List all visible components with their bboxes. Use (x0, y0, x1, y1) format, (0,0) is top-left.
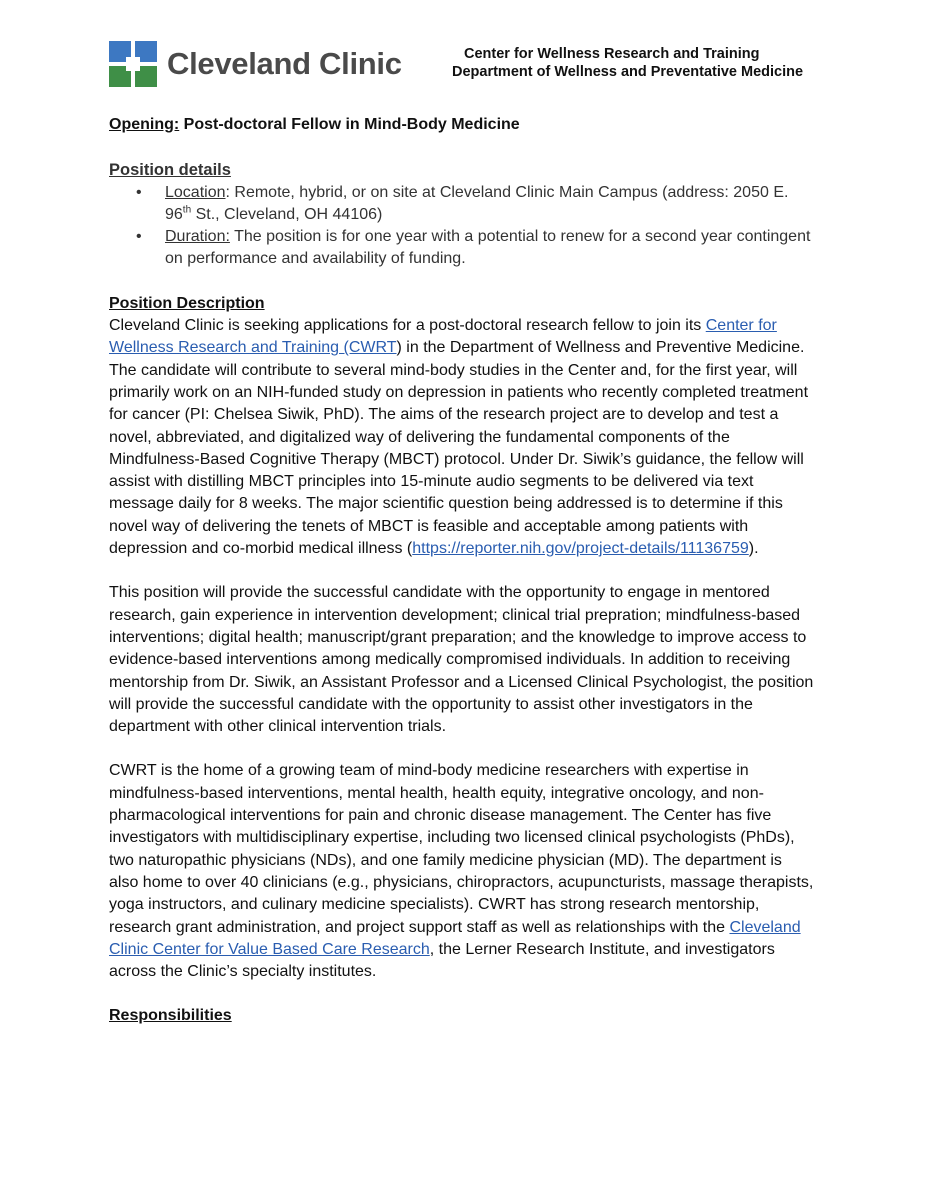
description-paragraph-3: CWRT is the home of a growing team of mind-body medicine researchers with expertise in mindfulness-based interventions, mental health, health equity, integrative oncology, and non-pharmacological interventions for pain and chronic disease management. The Center has five investigators with multidisciplinary expertise, including two licensed clinical psychologists (PhDs), two naturopathic physicians (NDs), and one family medicine physician (MD). The department is also home to over 40 clinicians (e.g., physicians, chiropractors, acupuncturists, massage therapists, yoga instructors, and culinary medicine specialists). CWRT has strong research mentorship, research grant administration, and project support staff as well as relationships with the Cleveland Clinic Center for Value Based Care Research, the Lerner Research Institute, and investigators across the Clinic’s specialty institutes. (109, 762, 814, 981)
duration-label: Duration: (165, 228, 230, 246)
value-based-care-research-link[interactable]: Cleveland Clinic Center for Value Based Care Research (109, 918, 801, 958)
logo-text: Cleveland Clinic (167, 46, 402, 81)
detail-location: • Location: Remote, hybrid, or on site at Cleveland Clinic Main Campus (address: 2050 E. 96th St., Cleveland, OH 44106) (165, 182, 814, 227)
position-description-heading: Position Description (109, 294, 265, 312)
department-name: Department of Wellness and Preventative Medicine (452, 64, 804, 80)
location-text: Remote, hybrid, or on site at Cleveland Clinic Main Campus (address: 2050 E. 96 (165, 183, 789, 223)
cleveland-clinic-logo (109, 41, 402, 87)
description-paragraph-2: This position will provide the successful candidate with the opportunity to engage in mentored research, gain experience in intervention development; clinical trial prepration; mindfulness-based interventions; digital health; manuscript/grant preparation; and the knowledge to improve access to evidence-based interventions among medically compromised individuals. In addition to receiving mentorship from Dr. Siwik, an Assistant Professor and a Licensed Clinical Psychologist, the position will provide the successful candidate with the opportunity to assist other investigators in the department with other clinical intervention trials. (109, 584, 814, 736)
position-description-section (109, 293, 814, 984)
cwrt-link[interactable]: Center for Wellness Research and Training (CWRT (109, 317, 777, 357)
opening-label: Opening: (109, 116, 180, 133)
duration-text: The position is for one year with a potential to renew for a second year contingent on performance and availability of funding. (165, 228, 811, 268)
detail-duration (165, 226, 814, 271)
nih-reporter-link[interactable]: https://reporter.nih.gov/project-details/11136759 (412, 540, 749, 558)
responsibilities-heading: Responsibilities (109, 1007, 232, 1025)
header-department-block (452, 45, 803, 81)
opening-title: Post-doctoral Fellow in Mind-Body Medicine (183, 116, 520, 133)
opening-heading (109, 114, 814, 136)
description-paragraph-1: Cleveland Clinic is seeking applications for a post-doctoral research fellow to join its Center for Wellness Research and Training (CWRT) in the Department of Wellness and Preventive Medicine. The candidate will contribute to several mind-body studies in the Center and, for the first year, will primarily work on an NIH-funded study on depression in patients who recently completed treatment for cancer (PI: Chelsea Siwik, PhD). The aims of the research project are to develop and test a novel, abbreviated, and digitalized way of delivering the fundamental components of the Mindfulness-Based Cognitive Therapy (MBCT) protocol. Under Dr. Siwik’s guidance, the fellow will assist with distilling MBCT principles into 15-minute audio segments to be delivered via text message daily for 8 weeks. The major scientific question being addressed is to determine if this novel way of delivering the tenets of MBCT is feasible and acceptable among patients with depression and co-morbid medical illness (https://reporter.nih.gov/project-details/11136759). (109, 317, 809, 558)
position-details-heading: Position details (109, 161, 231, 180)
document-body (109, 114, 814, 1028)
position-details-list (109, 182, 814, 271)
location-label: Location (165, 183, 226, 201)
center-name: Center for Wellness Research and Training (464, 46, 760, 62)
cleveland-clinic-logo-mark-icon (109, 41, 157, 87)
responsibilities-section (109, 1005, 814, 1027)
